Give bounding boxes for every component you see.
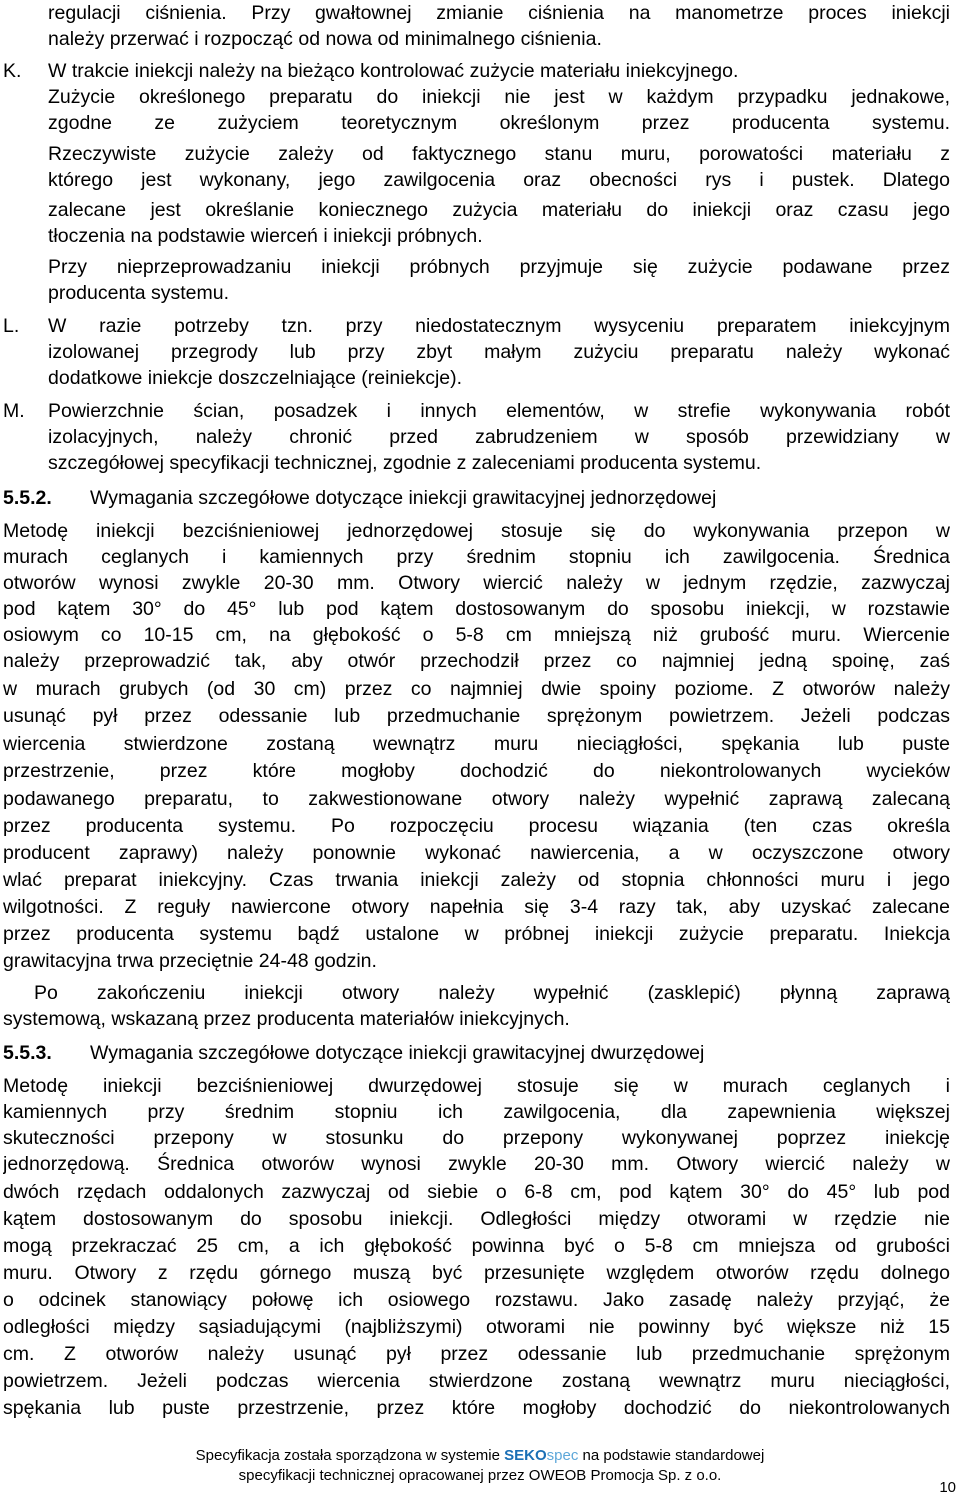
paragraph-line: Powierzchnie ścian, posadzek i innych elementów, w strefie wykonywania robót — [48, 400, 950, 422]
paragraph-line: skuteczności przepony w stosunku do przepony wykonywanej poprzez iniekcję — [3, 1127, 950, 1149]
paragraph-line: zgodne ze zużyciem teoretycznym określonym przez producenta systemu. — [48, 112, 950, 134]
paragraph-line: w murach grubych (od 30 cm) przez co najmniej dwie spoiny poziome. Z otworów należy — [3, 678, 950, 700]
sekospec-logo-suffix: spec — [546, 1447, 579, 1464]
paragraph-line: wiercenia stwierdzone zostaną wewnątrz muru nieciągłości, spękania lub puste — [3, 733, 950, 755]
paragraph-line: wlać preparat iniekcyjny. Czas trwania iniekcji zależy od stopnia chłonności muru i jego — [3, 869, 950, 891]
paragraph-line: systemową, wskazaną przez producenta materiałów iniekcyjnych. — [3, 1008, 570, 1030]
paragraph-line: osiowym co 10-15 cm, na głębokość o 5-8 cm mniejszą niż grubość muru. Wiercenie — [3, 624, 950, 646]
section-title: Wymagania szczegółowe dotyczące iniekcji grawitacyjnej dwurzędowej — [90, 1042, 705, 1064]
item-label-l: L. — [3, 315, 20, 337]
paragraph-line: należy przeprowadzić tak, aby otwór przechodził przez co najmniej jedną spoinę, zaś — [3, 650, 950, 672]
paragraph-line: dodatkowe iniekcje doszczelniające (reiniekcje). — [48, 367, 463, 389]
paragraph-line: Rzeczywiste zużycie zależy od faktycznego stanu muru, porowatości materiału z — [48, 143, 950, 165]
item-label-k: K. — [3, 60, 22, 82]
paragraph-line: spękania lub puste przestrzenie, przez które mogłoby dochodzić do niekontrolowanych — [3, 1397, 950, 1419]
footer-line-2: specyfikacji technicznej opracowanej przez OWEOB Promocja Sp. z o.o. — [238, 1467, 722, 1484]
paragraph-line: przestrzenie, przez które mogłoby dochodzić do niekontrolowanych wycieków — [3, 760, 950, 782]
paragraph-line: kamiennych przy średnim stopniu ich zawilgocenia, dla zapewnienia większej — [3, 1101, 950, 1123]
paragraph-line: Metodę iniekcji bezciśnieniowej jednorzędowej stosuje się do wykonywania przepon w — [3, 520, 950, 542]
section-number: 5.5.3. — [3, 1042, 52, 1064]
paragraph-line: W trakcie iniekcji należy na bieżąco kontrolować zużycie materiału iniekcyjnego. — [48, 60, 739, 82]
paragraph-line: muru. Otwory z rzędu górnego muszą być przesunięte względem otworów rzędu dolnego — [3, 1262, 950, 1284]
paragraph-line: odległości między sąsiadującymi (najbliższymi) otworami nie powinny być większe niż 15 — [3, 1316, 950, 1338]
paragraph-line: zalecane jest określanie koniecznego zużycia materiału do iniekcji oraz czasu jego — [48, 199, 950, 221]
paragraph-line: Przy nieprzeprowadzaniu iniekcji próbnych przyjmuje się zużycie podawane przez — [48, 256, 950, 278]
paragraph-line: dwóch rzędach oddalonych zazwyczaj od siebie o 6-8 cm, pod kątem 30° do 45° lub pod — [3, 1181, 950, 1203]
paragraph-line: kątem dostosowanym do sposobu iniekcji. Odległości między otworami w rzędzie nie — [3, 1208, 950, 1230]
paragraph-line: powietrzem. Jeżeli podczas wiercenia stwierdzone zostaną wewnątrz muru nieciągłości, — [3, 1370, 950, 1392]
footer-line-1 — [0, 1446, 960, 1466]
paragraph-line: pod kątem 30° do 45° lub pod kątem dostosowanym do sposobu iniekcji, w rozstawie — [3, 598, 950, 620]
paragraph-line: o odcinek stanowiący połowę ich osiowego rozstawu. Jako zasadę należy przyjąć, że — [3, 1289, 950, 1311]
paragraph-line: usunąć pył przez odessanie lub przedmuchanie sprężonym powietrzem. Jeżeli podczas — [3, 705, 950, 727]
paragraph-line: należy przerwać i rozpocząć od nowa od minimalnego ciśnienia. — [48, 28, 602, 50]
section-title: Wymagania szczegółowe dotyczące iniekcji grawitacyjnej jednorzędowej — [90, 487, 717, 509]
paragraph-line: producent zaprawy) należy ponownie wykonać nawiercenia, a w oczyszczone otwory — [3, 842, 950, 864]
paragraph-line: cm. Z otworów należy usunąć pył przez odessanie lub przedmuchanie sprężonym — [3, 1343, 950, 1365]
paragraph-line: podawanego preparatu, to zakwestionowane otwory należy wypełnić zaprawą zalecaną — [3, 788, 950, 810]
paragraph-line: murach ceglanych i kamiennych przy średnim stopniu ich zawilgocenia. Średnica — [3, 546, 950, 568]
paragraph-line: otworów wynosi zwykle 20-30 mm. Otwory wiercić należy w jednym rzędzie, zazwyczaj — [3, 572, 950, 594]
sekospec-logo: SEKO — [504, 1447, 547, 1464]
paragraph-line: szczegółowej specyfikacji technicznej, zgodnie z zaleceniami producenta systemu. — [48, 452, 762, 474]
paragraph-line: grawitacyjna trwa przeciętnie 24-48 godzin. — [3, 950, 377, 972]
paragraph-line: W razie potrzeby tzn. przy niedostatecznym wysyceniu preparatem iniekcyjnym — [48, 315, 950, 337]
paragraph-line: Zużycie określonego preparatu do iniekcji nie jest w każdym przypadku jednakowe, — [48, 86, 950, 108]
paragraph-line: Po zakończeniu iniekcji otwory należy wypełnić (zasklepić) płynną zaprawą — [34, 982, 950, 1004]
item-label-m: M. — [3, 400, 25, 422]
page-number: 10 — [939, 1479, 956, 1496]
paragraph-line: izolowanej przegrody lub przy zbyt małym zużyciu preparatu należy wykonać — [48, 341, 950, 363]
paragraph-line: przez producenta systemu bądź ustalone w próbnej iniekcji zużycie preparatu. Iniekcja — [3, 923, 950, 945]
paragraph-line: tłoczenia na podstawie wierceń i iniekcji próbnych. — [48, 225, 483, 247]
footer-text: Specyfikacja została sporządzona w systemie — [195, 1447, 500, 1464]
paragraph-line: jednorzędową. Średnica otworów wynosi zwykle 20-30 mm. Otwory wiercić należy w — [3, 1153, 950, 1175]
paragraph-line: Metodę iniekcji bezciśnieniowej dwurzędowej stosuje się w murach ceglanych i — [3, 1075, 950, 1097]
paragraph-line: izolacyjnych, należy chronić przed zabrudzeniem w sposób przewidziany w — [48, 426, 950, 448]
paragraph-line: którego jest wykonany, jego zawilgocenia oraz obecności rys i pustek. Dlatego — [48, 169, 950, 191]
footer-text: na podstawie standardowej — [582, 1447, 765, 1464]
section-number: 5.5.2. — [3, 487, 52, 509]
paragraph-line: regulacji ciśnienia. Przy gwałtownej zmianie ciśnienia na manometrze proces iniekcji — [48, 2, 950, 24]
paragraph-line: mogą przekraczać 25 cm, a ich głębokość powinna być o 5-8 cm mniejsza od grubości — [3, 1235, 950, 1257]
paragraph-line: producenta systemu. — [48, 282, 230, 304]
paragraph-line: przez producenta systemu. Po rozpoczęciu procesu wiązania (ten czas określa — [3, 815, 950, 837]
paragraph-line: wilgotności. Z reguły nawiercone otwory napełnia się 3-4 razy tak, aby uzyskać zalecane — [3, 896, 950, 918]
